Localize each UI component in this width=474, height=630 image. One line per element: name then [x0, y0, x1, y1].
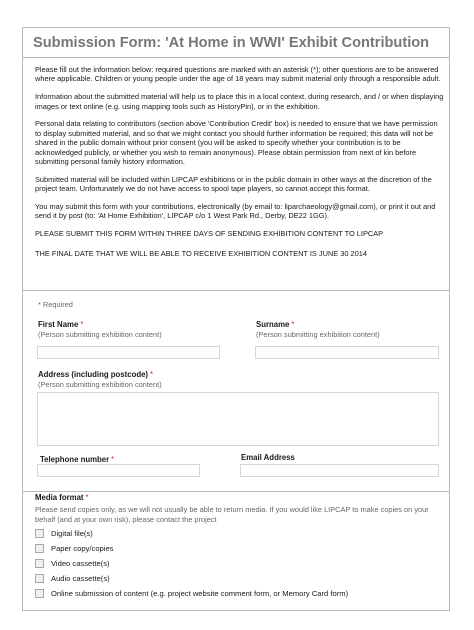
form-title: Submission Form: 'At Home in WWI' Exhibit Contribution	[33, 35, 430, 51]
required-asterisk: *	[111, 455, 115, 464]
form-divider	[23, 290, 449, 291]
checkbox[interactable]	[35, 559, 44, 568]
intro-paragraph-3: Personal data relating to contributors (section above 'Contribution Credit' box) is needed to ensure that we have permission to display submitted material, and so that we might contact you should further information be required; this data will not be shared in the public domain without prior consent (you will be asked to specify whether your contribution is to be acknowledged publicly, or whether you wish to remain anonymous). Please obtain permission from next of kin before submitting personal family history information.	[35, 119, 438, 167]
media-option-label: Paper copy/copies	[51, 544, 114, 553]
media-option-label: Online submission of content (e.g. project website comment form, or Memory Card form)	[51, 589, 349, 598]
checkbox[interactable]	[35, 529, 44, 538]
intro-paragraph-4: Submitted material will be included within LIPCAP exhibitions or in the public domain in other ways at the discretion of the project team. Unfortunately we do not have access to spool tape players, so cannot accept this format.	[35, 174, 432, 194]
email-label: Email Address	[241, 453, 295, 462]
checkbox[interactable]	[35, 589, 44, 598]
surname-label	[256, 320, 294, 329]
first-name-input[interactable]	[37, 346, 220, 359]
telephone-label-text: Telephone number	[40, 455, 110, 464]
intro-text	[35, 65, 445, 268]
media-divider	[23, 491, 449, 492]
media-option-label: Audio cassette(s)	[51, 574, 110, 583]
required-asterisk: *	[80, 320, 84, 329]
media-option-audio-cassettes[interactable]	[35, 573, 110, 584]
media-option-video-cassettes[interactable]	[35, 558, 110, 569]
first-name-help: (Person submitting exhibition content)	[38, 330, 162, 339]
form-page	[22, 27, 450, 611]
required-asterisk: *	[85, 493, 89, 502]
media-option-online-submission[interactable]	[35, 588, 348, 599]
first-name-label	[38, 320, 83, 329]
deadline-notice-2: THE FINAL DATE THAT WE WILL BE ABLE TO RECEIVE EXHIBITION CONTENT IS JUNE 30 2014	[35, 248, 367, 258]
address-label	[38, 370, 153, 379]
media-option-paper-copies[interactable]	[35, 543, 113, 554]
checkbox[interactable]	[35, 574, 44, 583]
intro-paragraph-2: Information about the submitted material will help us to place this in a local context, during research, and / or when displaying images or text online (e.g. using mapping tools such as HistoryPin), or in the exhibition.	[35, 92, 444, 111]
checkbox[interactable]	[35, 544, 44, 553]
telephone-label	[40, 455, 114, 464]
media-option-digital-files[interactable]	[35, 528, 93, 539]
intro-paragraph-1: Please fill out the information below: required questions are marked with an asterisk (*); other questions are to be answered where applicable. Children or young people under the age of 18 years may submit material only through a responsible adult.	[35, 65, 441, 84]
media-option-label: Digital file(s)	[51, 529, 93, 538]
media-format-label-text: Media format	[35, 493, 84, 502]
address-help: (Person submitting exhibition content)	[38, 380, 162, 389]
address-label-text: Address (including postcode)	[38, 370, 149, 379]
address-textarea[interactable]	[37, 392, 439, 446]
surname-help: (Person submitting exhibition content)	[256, 330, 380, 339]
media-format-label	[35, 493, 89, 502]
surname-input[interactable]	[255, 346, 439, 359]
media-format-help: Please send copies only, as we will not usually be able to return media. If you would like LIPCAP to make copies on your behalf (and at your own risk), please contact the project	[35, 505, 429, 525]
telephone-input[interactable]	[37, 464, 200, 477]
surname-label-text: Surname	[256, 320, 290, 329]
title-divider	[23, 57, 449, 58]
required-asterisk: *	[150, 370, 154, 379]
first-name-label-text: First Name	[38, 320, 79, 329]
required-asterisk: *	[291, 320, 295, 329]
email-input[interactable]	[240, 464, 439, 477]
deadline-notice-1: PLEASE SUBMIT THIS FORM WITHIN THREE DAYS OF SENDING EXHIBITION CONTENT TO LIPCAP	[35, 229, 384, 239]
media-option-label: Video cassette(s)	[51, 559, 110, 568]
intro-paragraph-5: You may submit this form with your contributions, electronically (by email to: liparchaeology@gmail.com), or print it out and send it by post (to: 'At Home Exhibition', LIPCAP c/o 1 West Park Rd., Derby, DE22 1GG).	[35, 202, 436, 221]
required-note: * Required	[38, 300, 73, 309]
